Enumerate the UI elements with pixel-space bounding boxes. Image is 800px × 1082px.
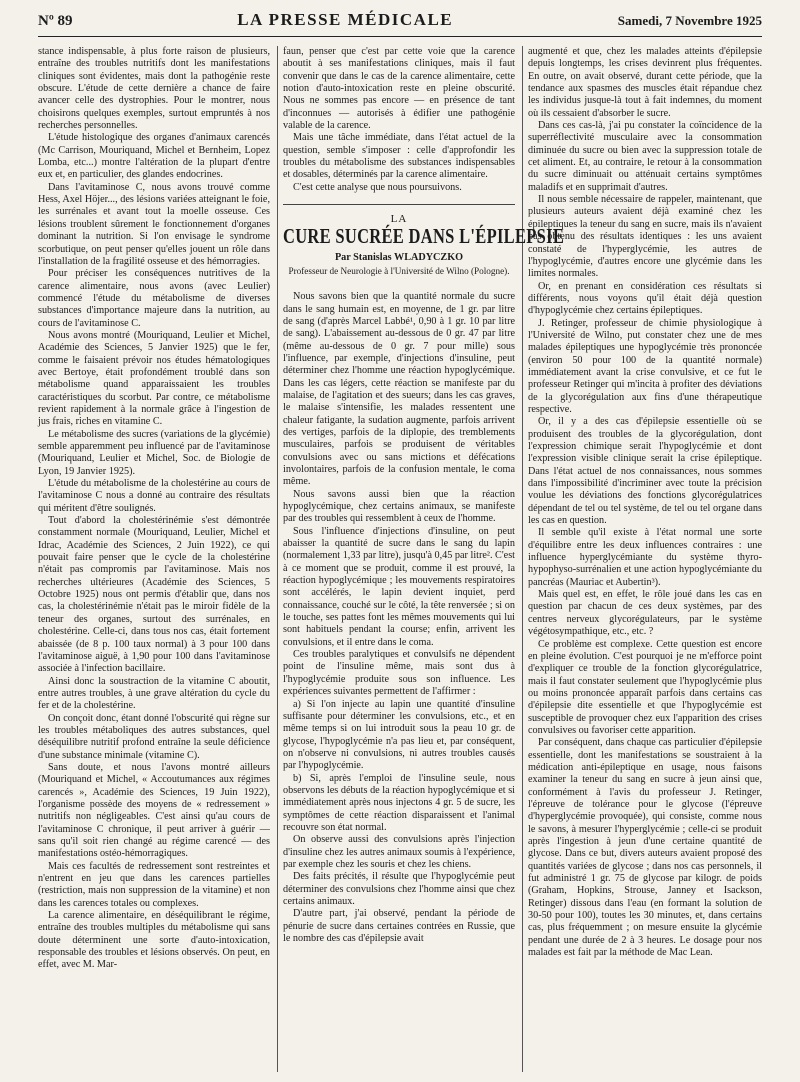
paragraph: Le métabolisme des sucres (variations de la glycémie) semble apparemment peu influencé par de l'avitaminose (Mouriquand, Leulier et Michel, Soc. de Biologie de Lyon, 19 Janvier 1925). xyxy=(38,428,270,477)
paragraph: On conçoit donc, étant donné l'obscurité qui règne sur les troubles métaboliques des autres substances, quel déséquilibre nutritif profond entraîne la seule déficience d'une substance minimale (vitamine C). xyxy=(38,712,270,761)
paragraph: stance indispensable, à plus forte raison de plusieurs, entraîne des troubles nutritifs dont les manifestations cliniques sont évidentes, mais dont la pathogénie reste obscure. L'étude de cette dernière a chance de faire avancer celle des dystrophies. Pour le montrer, nous choisirons quelques exemples, surtout empruntés à nos recherches personnelles. xyxy=(38,46,270,132)
article-title: CURE SUCRÉE DANS L'ÉPILEPSIE xyxy=(283,224,565,249)
paragraph: Ces troubles paralytiques et convulsifs ne dépendent point de l'insuline même, mais sont dus à l'hypoglycémie produite sous son influence. Les expériences suivantes permettent de l'affirmer : xyxy=(283,649,515,698)
paragraph: Sans doute, et nous l'avons montré ailleurs (Mouriquand et Michel, « Accoutumances aux régimes carencés », Académie des Sciences, 19 Juin 1922), l'organisme possède des moyens de « redressement » nutritifs non négligeables. C'est ainsi qu'au cours de l'avitaminose C chronique, il peut arriver à guérir — sans qu'il soit rien changé au régime carencé — des manifestations ostéo-hémorragiques. xyxy=(38,761,270,860)
paragraph: Or, il y a des cas d'épilepsie essentielle où se produisent des troubles de la glycorégulation, dont l'expression chimique serait l'hypoglycémie et dont l'expression visible clinique serait la crise épileptique. Dans l'état actuel de nos connaissances, nous sommes dans l'impossibilité d'incriminer avec toute la précision voulue les déviations des fonctions glycorégulatrices dépendant de tel ou tel système, de tel ou tel organe dans les cas en question. xyxy=(528,416,762,527)
article-author-affiliation: Professeur de Neurologie à l'Université de Wilno (Pologne). xyxy=(288,266,510,277)
paragraph: Il semble qu'il existe à l'état normal une sorte d'équilibre entre les deux influences contraires : une influence hyperglycémiante du système thyro-hypophyso-surrénalien et une action hypoglycémiante du pancréas (Mauriac et Aubertin³). xyxy=(528,527,762,588)
paragraph: D'autre part, j'ai observé, pendant la période de pénurie de sucre dans certaines contrées en Russie, que le nombre des cas d'épilepsie avait xyxy=(283,908,515,945)
paragraph: Or, en prenant en considération ces résultats si différents, nous voyons qu'il était déjà question d'hypoglycémie chez certains épileptiques. xyxy=(528,280,762,317)
issue-number: Nº 89 xyxy=(38,13,73,29)
paragraph: faun, penser que c'est par cette voie que la carence aboutit à ses manifestations cliniques, mais il faut convenir que dans le cas de la carence alimentaire, cette notion d'auto-intoxication reste en pleine obscurité. Nous ne sommes pas encore — en présence de tant d'inconnues — autorisés à édifier une pathogénie valable de la carence. xyxy=(283,46,515,132)
paragraph: La carence alimentaire, en déséquilibrant le régime, entraîne des troubles multiples du métabolisme qui sans doute déterminent une sorte d'auto-intoxication, responsable des troubles et lésions observés. On peut, en effet, avec M. Mar- xyxy=(38,910,270,971)
paragraph: On observe aussi des convulsions après l'injection d'insuline chez les autres animaux soumis à l'expérience, par exemple chez les souris et chez les chiens. xyxy=(283,834,515,870)
column-middle xyxy=(283,46,565,1072)
article-body-start xyxy=(283,291,515,945)
paragraph: Mais ces facultés de redressement sont restreintes et n'entrent en jeu que dans les carences partielles (restriction, mais non suppression de la vitamine) et non dans les carences totales ou complexes. xyxy=(38,860,270,909)
column-rule xyxy=(277,46,278,1072)
paragraph: Dans ces cas-là, j'ai pu constater la coïncidence de la superréflectivité musculaire avec la consommation diminuée du sucre ou bien avec la suppression totale de cet aliment. Et, au contraire, le retour à la consommation du sucre diminuait ou atténuait certains symptômes maladifs et en supprimait d'autres. xyxy=(528,120,762,193)
article-heading xyxy=(283,204,565,277)
article-author: Par Stanislas WLADYCZKO xyxy=(334,251,464,263)
paragraph: Il nous semble nécessaire de rappeler, maintenant, que plusieurs auteurs avaient déjà examiné chez les épileptiques la teneur du sang en sucre, mais ils n'avaient pas obtenu des résultats identiques : les uns avaient constaté de l'hyperglycémie, les autres de l'hypoglycémie, d'autres encore une glycémie dans les limites normales. xyxy=(528,194,762,280)
paragraph: Ce problème est complexe. Cette question est encore en pleine évolution. C'est pourquoi je ne m'efforce point d'expliquer ce trouble de la fonction glycorégulatrice, mais il faut constater seulement que l'hypoglycémie plus ou moins prononcée apparaît parfois dans certains cas d'épilepsie dite essentielle et que l'hypoglycémie est susceptible de provoquer chez eux l'apparition des crises convulsives ou favoriser cette apparition. xyxy=(528,638,762,736)
paragraph: Mais une tâche immédiate, dans l'état actuel de la question, semble s'imposer : celle d'approfondir les troubles du métabolisme des substances indispensables et dosables, déterminés par la carence alimentaire. xyxy=(283,132,515,181)
paragraph: Ainsi donc la soustraction de la vitamine C aboutit, entre autres troubles, à une grave altération du cycle du fer et de la cholestérine. xyxy=(38,675,270,712)
paragraph: a) Si l'on injecte au lapin une quantité d'insuline suffisante pour déterminer les convulsions, etc., et en même temps si on lui introduit sous la peau 10 gr. de glycose, l'hypoglycémie n'a pas lieu et, par conséquent, on n'observe ni convulsions, ni autres troubles causés par l'hypoglycémie. xyxy=(283,698,515,772)
article-kicker: LA xyxy=(390,213,408,226)
paragraph: Des faits précités, il résulte que l'hypoglycémie peut déterminer des convulsions chez l'homme ainsi que chez certains animaux. xyxy=(283,871,515,907)
paragraph: L'étude du métabolisme de la cholestérine au cours de l'avitaminose C nous a donné au contraire des résultats qui méritent d'être soulignés. xyxy=(38,478,270,514)
paragraph: Sous l'influence d'injections d'insuline, on peut abaisser la quantité de sucre dans le sang du lapin (normalement 1,33 par litre), jusqu'à 0,45 par litre². C'est à ce moment que se produit, comme il est prouvé, la réaction hypoglycémique ; les mouvements respiratoires sont accélérés, le lapin devient inquiet, perd connaissance, couché sur le côté, la tête renversée ; si on le touche, ses pattes font les mêmes mouvements qui lui sont habituels pendant la course; enfin, arrivent les convulsions, et il entre dans le coma. xyxy=(283,525,515,648)
paragraph: Nous savons bien que la quantité normale du sucre dans le sang humain est, en moyenne, de 1 gr. par litre de sang (d'après Marcel Labbé¹, 0,90 à 1 gr. 10 par litre de sang). L'abaissement au-dessous de 0 gr. 47 par litre (même au-dessous de 0 gr. 7 pour mille) sous l'influence, par exemple, d'injections d'insuline, peut déterminer chez l'homme une réaction hypoglycémique. Dans les cas légers, cette réaction se manifeste par du malaise, de l'agitation et des sueurs; dans les cas graves, le malaise s'intensifie, les malades ressentent une chaleur fatigante, la sudation augmente, parfois arrivent des vertiges, parfois de la diplopie, des tremblements musculaires, parfois se produisent de véritables convulsions avec ou sans mictions et défécations involontaires, parfois de la confusion mentale, le coma même. xyxy=(283,291,515,488)
paragraph: L'étude histologique des organes d'animaux carencés (Mc Carrison, Mouriquand, Michel et Bernheim, Lopez Lomba, etc...) montre l'altération de la plupart d'entre eux et, en particulier, des glandes endocrines. xyxy=(38,132,270,181)
paragraph: b) Si, après l'emploi de l'insuline seule, nous observons les débuts de la réaction hypoglycémique et si immédiatement après nous injectons 4 gr. 5 de sucre, les symptômes de cette réaction disparaissent et l'animal recouvre son état normal. xyxy=(283,772,515,833)
journal-date: Samedi, 7 Novembre 1925 xyxy=(617,13,762,28)
paragraph: Dans l'avitaminose C, nous avons trouvé comme Hess, Axel Höjer..., des lésions variées atteignant le foie, les surrénales et avant tout la moelle osseuse. Ces lésions troublent sûrement le fonctionnement d'organes dominant la nutrition. Si l'on envisage le syndrome scorbutique, on peut penser qu'elles jouent un rôle dans l'installation de la fragilité osseuse et des hémorragies. xyxy=(38,181,270,267)
column-left xyxy=(38,46,270,1072)
paragraph: Par conséquent, dans chaque cas particulier d'épilepsie essentielle, dont les manifestations se soustraient à la médication anti-épileptique en usage, nous faisons examiner la teneur du sang en sucre à jeun ainsi que, conformément à l'avis du professeur J. Retinger, l'épreuve de tolérance pour le glycose (l'épreuve d'hyperglycémie provoquée), qui consiste, comme nous le savons, à mesurer l'hyperglycémie ; celle-ci se produit après l'ingestion à jeun d'une certaine quantité de glycose. Dans ce but, divers auteurs avaient proposé des quantités variées de glycose ; dans nos cas personnels, il fut administré 1 gr. 75 de glycose par kilogr. de poids (Graham, Hopkins, Strouse, Janney et Isackson, Retinger) dissous dans l'eau (en formant la solution de 30-50 pour 100), toutes les 30 minutes, et, dans certains cas, plus fréquemment ; on mesure ensuite la glycémie pendant une durée de 2 à 3 heures. Le dosage pour nos malades est fait par la méthode de Mac Lean. xyxy=(528,737,762,959)
column-rule xyxy=(522,46,523,1072)
paragraph: Mais quel est, en effet, le rôle joué dans les cas en question par chacun de ces deux systèmes, par des centres nerveux glycorégulateurs, par le système végétosympathique, etc., etc. ? xyxy=(528,589,762,638)
page-header xyxy=(38,10,762,37)
previous-article-end xyxy=(283,46,515,194)
paragraph: Nous avons montré (Mouriquand, Leulier et Michel, Académie des Sciences, 5 Janvier 1925) que le fer, comme le faisaient prévoir nos études hématologiques avec Bertoye, était profondément troublé dans son métabolisme quand apparaissaient les troubles caractéristiques du scorbut. Par contre, ce métabolisme revient rapidement à la normale grâce à l'ingestion de jus frais, riches en vitamine C. xyxy=(38,329,270,428)
paragraph: Tout d'abord la cholestérinémie s'est démontrée constamment normale (Mouriquand, Leulier, Michel et Idrac, Académie des Sciences, 2 Juin 1922), ce qui pouvait faire penser que le cycle de la cholestérine n'était pas compromis par l'avitaminose. Mais nos recherches ultérieures (Académie des Sciences, 5 Octobre 1925) nous ont permis d'établir que, dans nos cas, la cholestérinémie n'était pas le miroir fidèle de la teneur des organes, surtout des surrénales, en cholestérine. Celle-ci, dans tous nos cas, était fortement abaissée (de 8 p. 100 taux normal) à 3 pour 100 dans l'avitaminose aiguë, à 1,90 pour 100 dans l'avitaminose associée à l'infection bacillaire. xyxy=(38,515,270,675)
paragraph: Nous savons aussi bien que la réaction hypoglycémique, chez certains animaux, se manifeste par des troubles qui ressemblent à ceux de l'homme. xyxy=(283,488,515,525)
paragraph: augmenté et que, chez les malades atteints d'épilepsie depuis longtemps, les crises devinrent plus fréquentes. En outre, on avait observé, durant cette période, que la tendance aux spasmes des muscles était répandue chez les individus jusque-là tout à fait indemnes, du moment où ils cessaient d'absorber le sucre. xyxy=(528,46,762,119)
heading-separator xyxy=(283,204,515,205)
paragraph: C'est cette analyse que nous poursuivons. xyxy=(293,181,462,193)
column-right xyxy=(528,46,762,1072)
journal-title: LA PRESSE MÉDICALE xyxy=(237,10,454,29)
paragraph: J. Retinger, professeur de chimie physiologique à l'Université de Wilno, put constater chez une de mes malades épileptiques une hypoglycémie très prononcée (environ 50 pour 100 de la quantité normale) immédiatement avant la crise convulsive, et ce fut le professeur Retinger qui m'incita à profiter des déviations de la glycorégulation aux fins d'une thérapeutique respective. xyxy=(528,317,762,415)
paragraph: Pour préciser les conséquences nutritives de la carence alimentaire, nous avons (avec Leulier) commencé l'étude du métabolisme de diverses substances d'importance majeure dans la nutrition, au cours de l'avitaminose C. xyxy=(38,268,270,329)
